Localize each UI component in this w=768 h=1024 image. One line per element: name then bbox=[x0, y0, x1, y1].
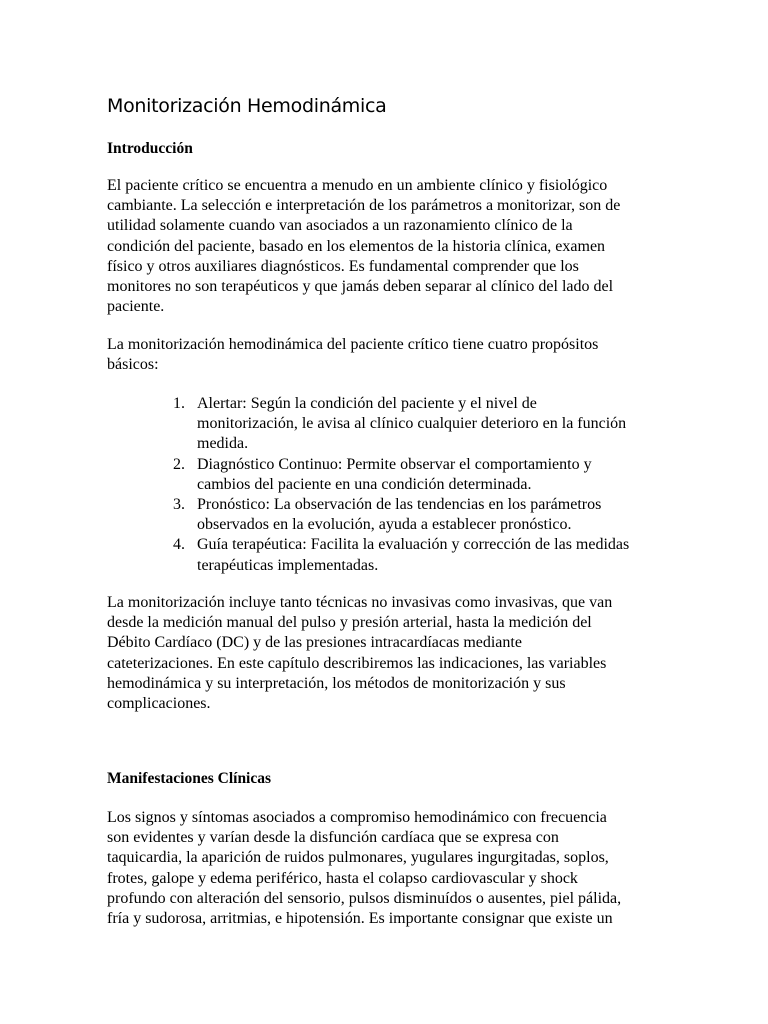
text-line: La monitorización incluye tanto técnicas no invasivas como invasivas, que van bbox=[107, 594, 613, 611]
intro-paragraph-1 bbox=[107, 176, 667, 317]
text-line: utilidad solamente cuando van asociados a un razonamiento clínico de la bbox=[107, 217, 573, 235]
text-line: condición del paciente, basado en los elementos de la historia clínica, examen bbox=[107, 237, 606, 255]
text-line: desde la medición manual del pulso y presión arterial, hasta la medición del bbox=[107, 614, 592, 632]
text-line: son evidentes y varían desde la disfunción cardíaca que se expresa con bbox=[107, 829, 559, 847]
list-number: 4. bbox=[173, 536, 185, 554]
monitoring-paragraph bbox=[107, 593, 667, 714]
text-line: taquicardia, la aparición de ruidos pulmonares, yugulares ingurgitadas, soplos, bbox=[107, 849, 609, 867]
text-line: frotes, galope y edema periférico, hasta el colapso cardiovascular y shock bbox=[107, 869, 578, 887]
text-line: Guía terapéutica: Facilita la evaluación y corrección de las medidas bbox=[197, 536, 630, 554]
text-line: La monitorización hemodinámica del paciente crítico tiene cuatro propósitos bbox=[107, 336, 599, 353]
text-line: básicos: bbox=[107, 356, 159, 374]
text-line: monitorización, le avisa al clínico cualquier deterioro en la función bbox=[197, 415, 627, 433]
text-line: cateterizaciones. En este capítulo describiremos las indicaciones, las variables bbox=[107, 654, 607, 672]
text-line: terapéuticas implementadas. bbox=[197, 556, 379, 574]
text-line: Diagnóstico Continuo: Permite observar el comportamiento y bbox=[197, 455, 592, 473]
text-line: cambiante. La selección e interpretación de los parámetros a monitorizar, son de bbox=[107, 197, 621, 215]
list-item bbox=[107, 455, 629, 495]
list-number: 3. bbox=[173, 496, 185, 514]
section-heading-manifestaciones: Manifestaciones Clínicas bbox=[107, 770, 272, 787]
text-line: paciente. bbox=[107, 298, 165, 316]
text-line: Pronóstico: La observación de las tendencias en los parámetros bbox=[197, 496, 602, 514]
text-line: monitores no son terapéuticos y que jamás deben separar al clínico del lado del bbox=[107, 278, 614, 296]
section-heading-introduccion: Introducción bbox=[107, 140, 193, 157]
text-line: El paciente crítico se encuentra a menudo en un ambiente clínico y fisiológico bbox=[107, 177, 608, 194]
list-number: 1. bbox=[173, 395, 185, 412]
purposes-list bbox=[107, 394, 629, 576]
list-item bbox=[107, 394, 629, 455]
text-line: físico y otros auxiliares diagnósticos. Es fundamental comprender que los bbox=[107, 257, 579, 275]
list-item bbox=[107, 535, 629, 575]
text-line: Débito Cardíaco (DC) y de las presiones intracardíacas mediante bbox=[107, 634, 522, 652]
text-line: fría y sudorosa, arritmias, e hipotensión. Es importante consignar que existe un bbox=[107, 910, 613, 928]
intro-paragraph-2 bbox=[107, 335, 667, 375]
text-line: medida. bbox=[197, 435, 249, 453]
text-line: profundo con alteración del sensorio, pulsos disminuídos o ausentes, piel pálida, bbox=[107, 889, 622, 907]
document-title: Monitorización Hemodinámica bbox=[107, 95, 387, 117]
text-line: complicaciones. bbox=[107, 695, 211, 713]
list-number: 2. bbox=[173, 455, 185, 473]
manifestations-paragraph bbox=[107, 808, 667, 929]
text-line: Alertar: Según la condición del paciente y el nivel de bbox=[197, 395, 537, 412]
list-item bbox=[107, 495, 629, 535]
text-line: Los signos y síntomas asociados a compromiso hemodinámico con frecuencia bbox=[107, 809, 607, 826]
text-line: observados en la evolución, ayuda a establecer pronóstico. bbox=[197, 516, 572, 534]
text-line: cambios del paciente en una condición determinada. bbox=[197, 475, 532, 493]
text-line: hemodinámica y su interpretación, los métodos de monitorización y sus bbox=[107, 674, 566, 692]
